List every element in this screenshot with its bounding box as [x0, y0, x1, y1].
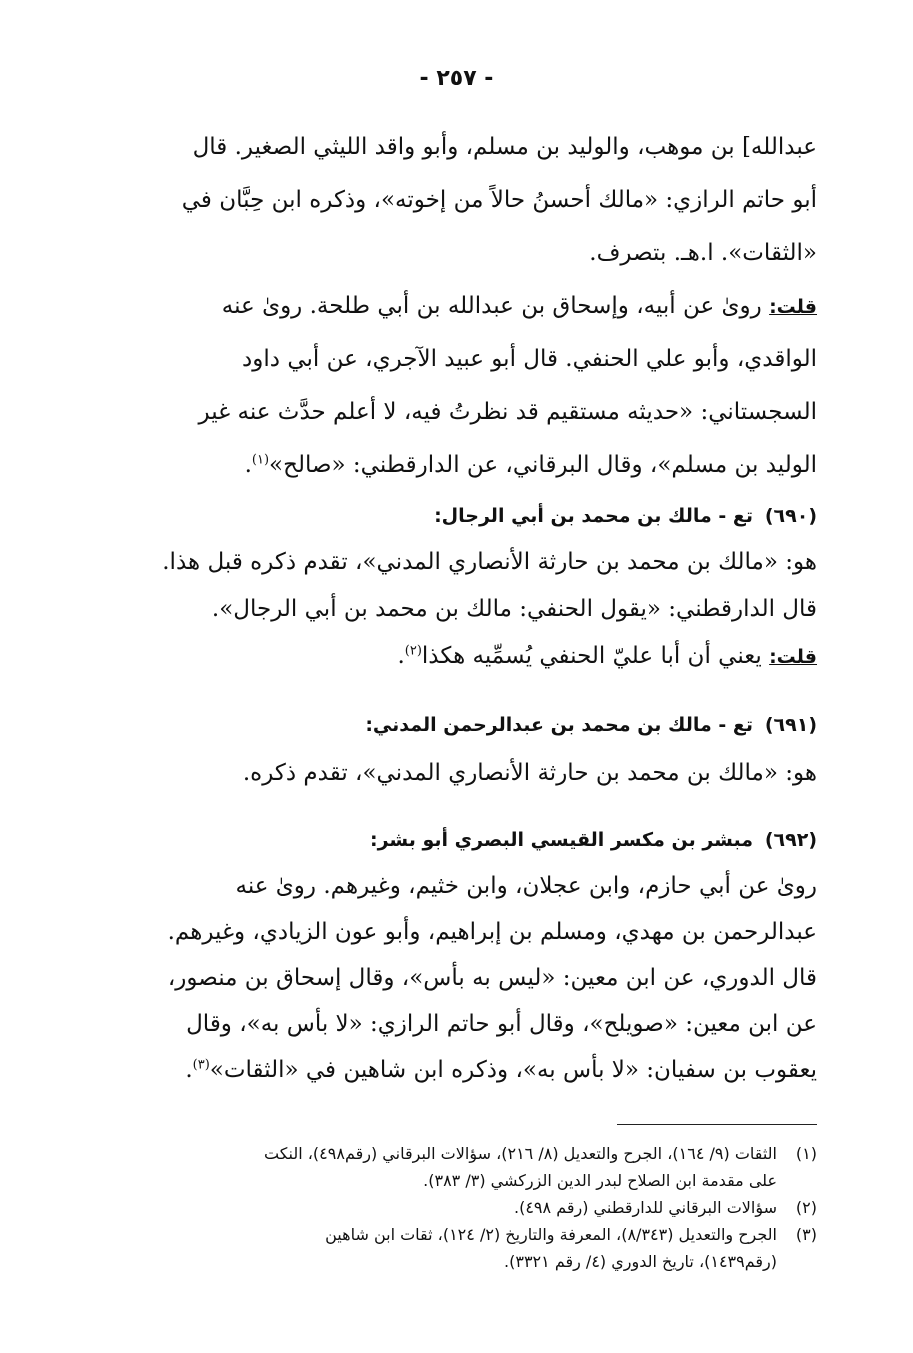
footnote-number: (٢) [795, 1198, 817, 1217]
text-line [97, 280, 817, 333]
footnote-ref: (٢) [404, 643, 422, 659]
footnote-divider [617, 1124, 817, 1125]
text-line: الواقدي، وأبو علي الحنفي. قال أبو عبيد الآجري، عن أبي داود [242, 346, 817, 372]
entry-number: (٦٩٢) [764, 829, 817, 851]
footnote-text: سؤالات البرقاني للدارقطني (رقم ٤٩٨). [514, 1198, 777, 1217]
footnote-ref: (١) [251, 452, 270, 468]
entry-690 [97, 493, 817, 680]
text-line: روىٰ عن أبي حازم، وابن عجلان، وابن خثيم، وغيرهم. روىٰ عنه [235, 873, 817, 899]
text-span: يعني أن أبا عليّ الحنفي يُسمِّيه هكذا [421, 643, 770, 669]
footnotes [97, 1140, 817, 1275]
text-line: هو: «مالك بن محمد بن حارثة الأنصاري المدني»، تقدم ذكره. [242, 760, 817, 786]
text-span: . [397, 643, 405, 669]
entry-title: تع - مالك بن محمد بن أبي الرجال: [434, 505, 753, 527]
footnote-line [97, 1140, 817, 1167]
text-line: «الثقات». ا.هـ. بتصرف. [589, 240, 817, 266]
text-span: يعقوب بن سفيان: «لا بأس به»، وذكره ابن شاهين في «الثقات» [209, 1057, 817, 1083]
text-line: هو: «مالك بن محمد بن حارثة الأنصاري المدني»، تقدم ذكره قبل هذا. [162, 549, 817, 575]
entry-title: مبشر بن مكسر القيسي البصري أبو بشر: [370, 829, 753, 851]
text-span: . [244, 452, 252, 478]
text-line [97, 633, 817, 680]
text-line: قال الدارقطني: «يقول الحنفي: مالك بن محمد بن أبي الرجال». [211, 596, 817, 622]
entry-number: (٦٩١) [764, 714, 817, 736]
text-line: قال الدوري، عن ابن معين: «ليس به بأس»، وقال إسحاق بن منصور، [167, 965, 817, 991]
qult-label: قلت: [769, 296, 817, 318]
footnote-text: الثقات (٩/ ١٦٤)، الجرح والتعديل (٨/ ٢١٦)، سؤالات البرقاني (رقم٤٩٨)، النكت [263, 1144, 777, 1163]
footnote-number: (١) [795, 1144, 817, 1163]
footnote-line: على مقدمة ابن الصلاح لبدر الدين الزركشي (٣/ ٣٨٣). [423, 1171, 777, 1190]
intro-paragraph [97, 121, 817, 280]
entry-692 [97, 817, 817, 1093]
text-line [97, 439, 817, 492]
text-span: . [185, 1057, 193, 1083]
entry-heading [97, 493, 817, 539]
qult-label: قلت: [769, 646, 817, 668]
footnote-number: (٣) [795, 1225, 817, 1244]
footnote-line [97, 1221, 817, 1248]
entry-heading [97, 817, 817, 863]
text-line: عبدالرحمن بن مهدي، ومسلم بن إبراهيم، وأبو عون الزيادي، وغيرهم. [167, 919, 817, 945]
text-line: عبدالله] بن موهب، والوليد بن مسلم، وأبو واقد الليثي الصغير. قال [192, 134, 817, 160]
text-span: روىٰ عن أبيه، وإسحاق بن عبدالله بن أبي طلحة. روىٰ عنه [221, 293, 770, 319]
text-line: السجستاني: «حديثه مستقيم قد نظرتُ فيه، لا أعلم حدَّث عنه غير [198, 399, 817, 425]
qult-paragraph [97, 280, 817, 492]
entry-heading [97, 702, 817, 748]
footnote-ref: (٣) [192, 1057, 210, 1073]
text-line: عن ابن معين: «صويلح»، وقال أبو حاتم الرازي: «لا بأس به»، وقال [186, 1011, 817, 1037]
footnote-text: الجرح والتعديل (٨/٣٤٣)، المعرفة والتاريخ (٢/ ١٢٤)، ثقات ابن شاهين [325, 1225, 777, 1244]
text-span: الوليد بن مسلم»، وقال البرقاني، عن الدارقطني: «صالح» [269, 452, 817, 478]
text-line: أبو حاتم الرازي: «مالك أحسنُ حالاً من إخوته»، وذكره ابن حِبَّان في [181, 187, 817, 213]
entry-title: تع - مالك بن محمد بن عبدالرحمن المدني: [365, 714, 753, 736]
footnote-line [97, 1194, 817, 1221]
entry-number: (٦٩٠) [764, 505, 817, 527]
page-number: - ٢٥٧ - [419, 66, 494, 91]
entry-691 [97, 702, 817, 798]
text-line [97, 1047, 817, 1093]
footnote-line: (رقم١٤٣٩)، تاريخ الدوري (٤/ رقم ٣٣٢١). [504, 1252, 777, 1271]
